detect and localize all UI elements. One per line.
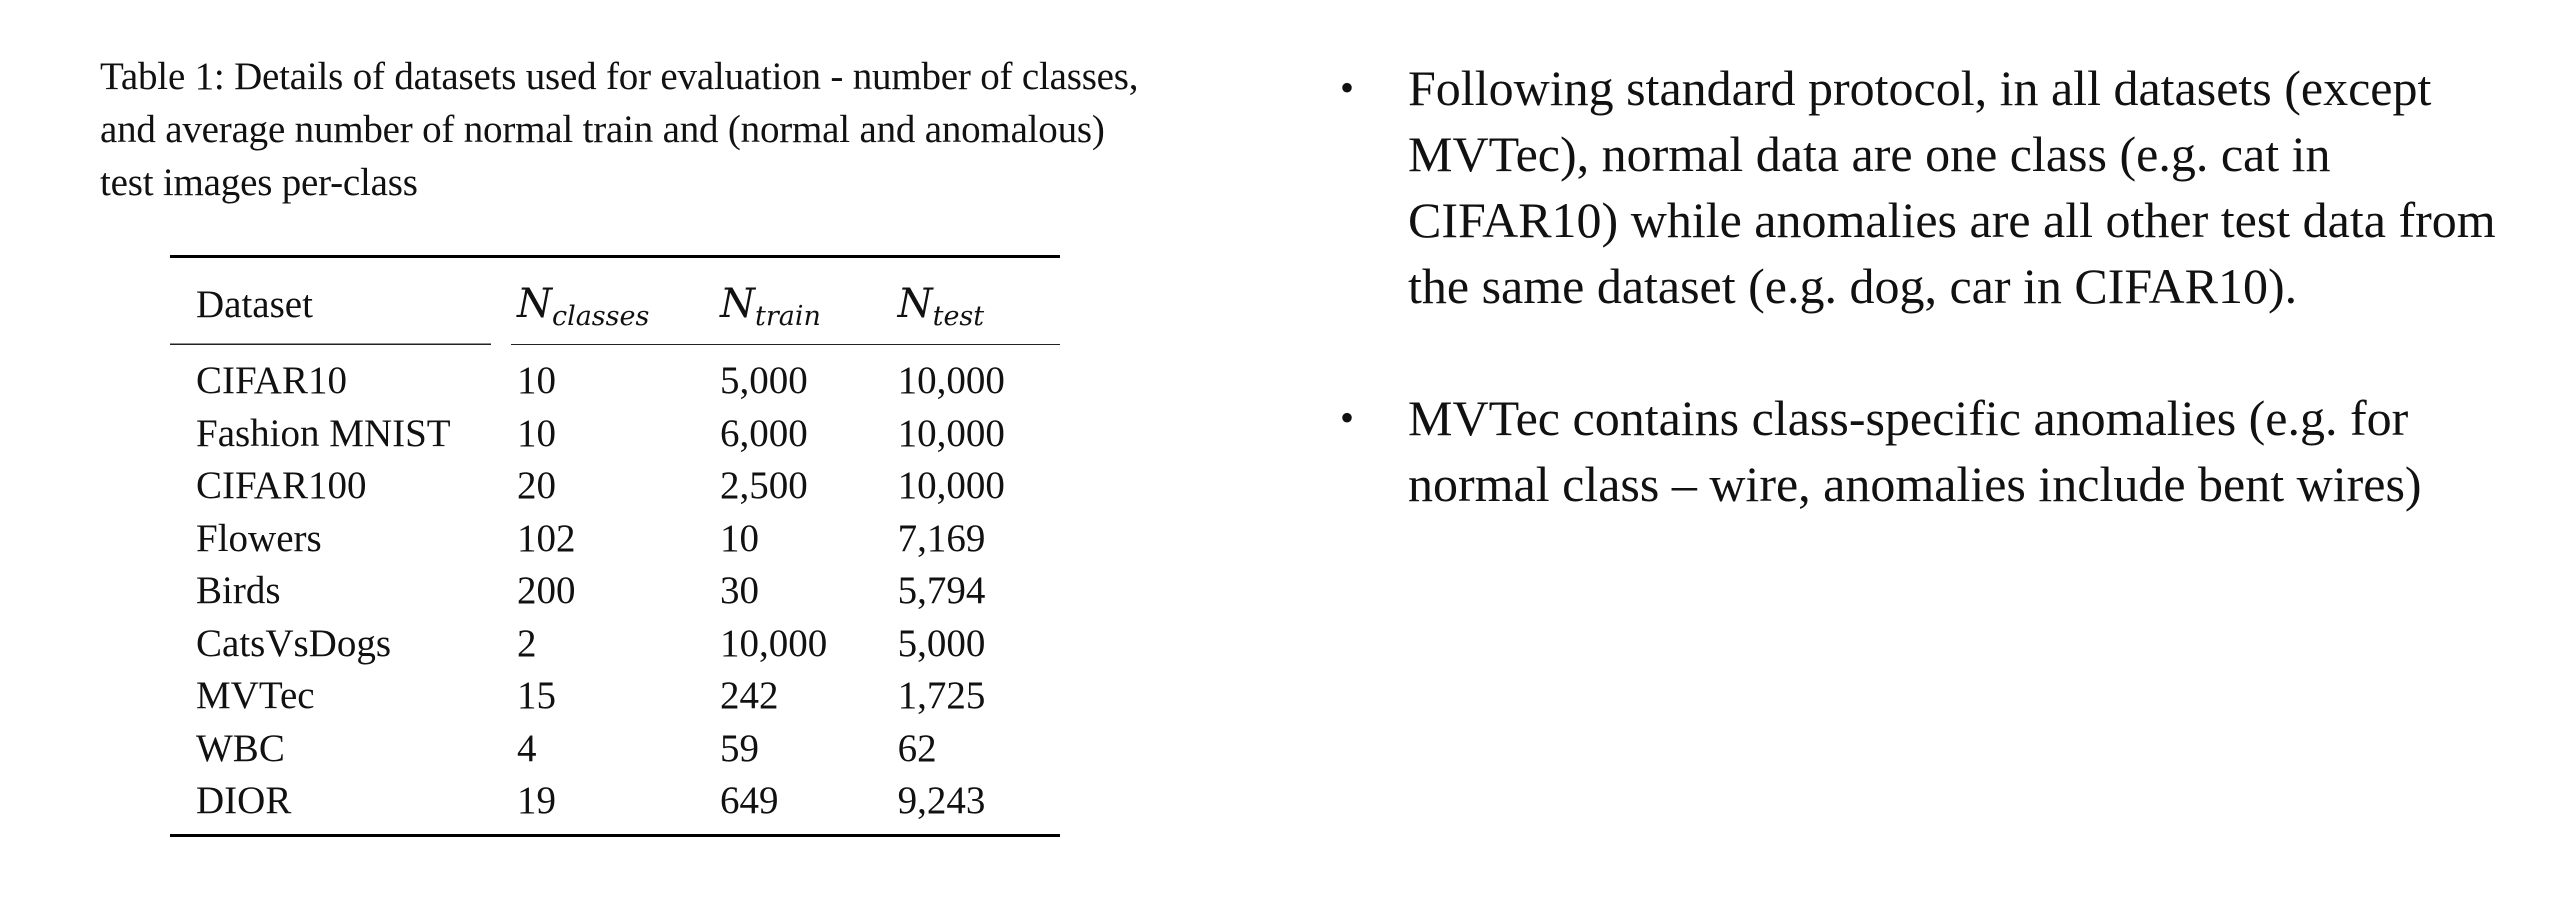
table-row — [170, 775, 1060, 834]
cell-n-train: 10 — [720, 516, 759, 560]
cell-dataset: CIFAR100 — [196, 464, 367, 507]
header-n-train — [720, 258, 898, 345]
bullet-marker: • — [1340, 395, 1355, 440]
cell-dataset: WBC — [196, 726, 285, 770]
table-row — [170, 723, 1060, 776]
header-n-test — [898, 258, 1060, 345]
table-row — [170, 345, 1060, 408]
table-row — [170, 618, 1060, 671]
table-row — [170, 670, 1060, 723]
header-n-train-base: N — [720, 281, 755, 327]
cell-dataset: Birds — [196, 569, 281, 612]
bullet-item — [1340, 55, 2520, 319]
cell-n-train: 59 — [720, 726, 759, 770]
cell-n-train: 5,000 — [720, 359, 808, 402]
cell-dataset: Fashion MNIST — [196, 411, 451, 455]
header-n-test-sub: test — [932, 301, 985, 332]
header-dataset: Dataset — [170, 258, 491, 345]
cell-n-test: 7,169 — [897, 516, 986, 560]
header-n-classes — [511, 258, 720, 345]
table-header-row — [170, 258, 1060, 345]
cell-n-test: 10,000 — [897, 359, 1005, 402]
cell-n-classes: 19 — [516, 779, 556, 822]
cell-n-train: 6,000 — [720, 411, 808, 455]
cell-dataset: CatsVsDogs — [196, 621, 392, 665]
table-row — [170, 513, 1060, 566]
cell-n-classes: 4 — [516, 726, 537, 770]
datasets-table-container — [170, 255, 1060, 837]
cell-n-train: 2,500 — [720, 464, 808, 507]
cell-n-train: 10,000 — [720, 621, 828, 665]
cell-n-classes: 20 — [516, 464, 556, 507]
cell-n-classes: 2 — [516, 621, 537, 665]
bullet-text: MVTec contains class-specific anomalies (e.g. for normal class – wire, anomalies include bent wires) — [1408, 390, 2422, 512]
header-n-test-base: N — [897, 281, 933, 327]
bullet-item — [1340, 385, 2520, 517]
cell-n-test: 5,000 — [897, 621, 986, 665]
cell-dataset: CIFAR10 — [196, 359, 347, 402]
cell-n-test: 10,000 — [897, 411, 1005, 455]
bullet-text: Following standard protocol, in all datasets (except MVTec), normal data are one class (e.g. cat in CIFAR10) while anomalies are all other test data from the same dataset (e.g. dog, car in CIFAR10). — [1408, 60, 2496, 314]
cell-dataset: MVTec — [196, 674, 315, 717]
cell-n-classes: 15 — [516, 674, 556, 717]
header-n-classes-base: N — [516, 281, 552, 327]
datasets-table — [170, 255, 1060, 837]
cell-n-train: 242 — [720, 674, 779, 717]
bullet-marker: • — [1340, 65, 1355, 110]
cell-n-test: 9,243 — [897, 779, 986, 822]
cell-dataset: DIOR — [196, 779, 292, 822]
cell-n-classes: 10 — [516, 411, 556, 455]
cell-n-classes: 200 — [516, 569, 576, 612]
bullet-list — [1340, 55, 2520, 583]
cell-n-test: 1,725 — [897, 674, 986, 717]
cell-n-classes: 10 — [516, 359, 556, 402]
cell-n-train: 30 — [720, 569, 759, 612]
header-n-train-sub: train — [755, 301, 821, 332]
header-gap — [491, 258, 511, 345]
table-caption: Table 1: Details of datasets used for evaluation - number of classes, and average number of normal train and (normal and anomalous) test images per-class — [100, 55, 1139, 204]
table-row — [170, 408, 1060, 461]
cell-dataset: Flowers — [196, 516, 322, 560]
cell-n-test: 10,000 — [897, 464, 1005, 507]
cell-n-test: 62 — [897, 726, 937, 770]
cell-n-test: 5,794 — [897, 569, 986, 612]
table-row — [170, 565, 1060, 618]
cell-n-classes: 102 — [516, 516, 576, 560]
cell-n-train: 649 — [720, 779, 779, 822]
header-n-classes-sub: classes — [551, 301, 650, 332]
table-row — [170, 460, 1060, 513]
